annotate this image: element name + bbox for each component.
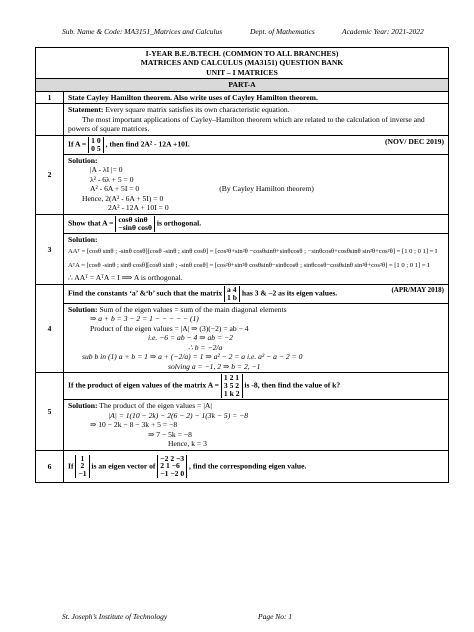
matrix: 1 2 1 3 5 2 1 k 2 — [221, 374, 243, 398]
academic-year: Academic Year: 2021-2022 — [342, 27, 424, 36]
matrix: cosθ sinθ −sinθ cosθ — [115, 216, 155, 232]
question-number: 3 — [36, 214, 64, 284]
institute-name: St. Joseph’s Institute of Technology — [62, 612, 168, 621]
department: Dept. of Mathematics — [250, 27, 315, 36]
question-row-3 — [36, 214, 449, 233]
answer-row-4 — [36, 303, 449, 372]
question-text: If the product of eigen values of the matrix A = 1 2 1 3 5 2 1 k 2 is -8, then find the value of k? — [64, 373, 449, 400]
answer-text: Solution: |A - λI |= 0 λ² - 6λ + 5 = 0 A² - 6A + 5I = 0 (By Cayley Hamilton theorem) Hence, 2(A² - 6A + 5I) = 0 2A² - 12A + 10I = 0 — [64, 154, 449, 214]
question-row-6 — [36, 450, 449, 483]
answer-row-2 — [36, 154, 449, 214]
subject-code: Sub. Name & Code: MA3151_Matrices and Calculus — [62, 27, 223, 36]
question-number: 1 — [36, 91, 64, 103]
question-text: If A = 1 0 0 5 , then find 2A² - 12A +10I. (NOV/ DEC 2019) — [64, 135, 449, 154]
answer-text: Solution: AAᵀ = [cosθ sinθ ; -sinθ cosθ][cosθ -sinθ ; sinθ cosθ] = [cos²θ+sin²θ −cosθsinθ+sinθcosθ ; −sinθcosθ+cosθsinθ sin²θ+cos²θ] = [1 0 ; 0 1] = I AᵀA = [cosθ -sinθ ; sinθ cosθ][cosθ sinθ ; -sinθ cosθ] = [cos²θ+sin²θ cosθsinθ−sinθcosθ ; sinθcosθ−cosθsinθ sin²θ+cos²θ] = [1 0 ; 0 1] = I ∴ AAᵀ = AᵀA = I ⟹ A is orthogonal. — [64, 233, 449, 284]
answer-row-3 — [36, 233, 449, 284]
document-title: I-YEAR B.E./B.TECH. (COMMON TO ALL BRANCHES) MATRICES AND CALCULUS (MA3151) QUESTION BANK UNIT – I MATRICES — [36, 48, 449, 79]
page-number: Page No: 1 — [258, 612, 293, 621]
part-heading: PART-A — [36, 79, 449, 91]
question-text: Show that A = cosθ sinθ −sinθ cosθ is orthogonal. — [64, 214, 449, 233]
question-row-2 — [36, 135, 449, 154]
matrix: 1 0 0 5 — [88, 137, 104, 153]
question-text: State Cayley Hamilton theorem. Also write uses of Cayley Hamilton theorem. — [64, 91, 449, 103]
answer-text: Solution: Sum of the eigen values = sum of the main diagonal elements ⇒ a + b = 3 − 2 = 1 − − − − − (1) Product of the eigen values = |A| ⇒ (3)(−2) = ab − 4 i.e. −6 = ab − 4 ⇒ ab = −2 ∴ b = −2/a sub b in (1) a + b = 1 ⇒ a + (−2/a) = 1 ⇒ a² − 2 = a i.e. a² − a − 2 = 0 solving a = −1, 2 ⇒ b = 2, −1 — [64, 303, 449, 372]
question-text: Find the constants ‘a’ &‘b’ such that the matrix a 4 1 b has 3 & –2 as its eigen values. (APR/MAY 2018) — [64, 284, 449, 303]
question-row-1 — [36, 91, 449, 103]
answer-row-1 — [36, 104, 449, 135]
exam-tag: (NOV/ DEC 2019) — [384, 136, 444, 146]
question-number: 2 — [36, 135, 64, 214]
part-row — [36, 79, 449, 91]
title-row — [36, 48, 449, 79]
question-row-5 — [36, 373, 449, 400]
question-number: 5 — [36, 373, 64, 450]
question-number: 4 — [36, 284, 64, 372]
answer-row-5 — [36, 400, 449, 450]
matrix: −2 2 −3 2 1 −6 −1 −2 0 — [157, 455, 187, 479]
question-bank-table — [35, 47, 449, 483]
exam-tag: (APR/MAY 2018) — [391, 285, 444, 294]
answer-text: Statement: Every square matrix satisfies its own characteristic equation. The most important applications of Cayley–Hamilton theorem which are related to the calculation of inverse and powers of square matrices. — [64, 104, 449, 135]
answer-text: Solution: The product of the eigen values = |A| |A| = 1(10 − 2k) − 2(6 − 2) − 1(3k − 5) = −8 ⇒ 10 − 2k − 8 − 3k + 5 = −8 ⇒ 7 − 5k = −8 Hence, k = 3 — [64, 400, 449, 450]
question-text: If 1 2 −1 is an eigen vector of −2 2 −3 2 1 −6 −1 −2 0 , find the corresponding eigen value. — [64, 450, 449, 483]
question-row-4 — [36, 284, 449, 303]
question-number: 6 — [36, 450, 64, 483]
eigen-vector: 1 2 −1 — [75, 455, 89, 479]
matrix: a 4 1 b — [224, 286, 240, 302]
